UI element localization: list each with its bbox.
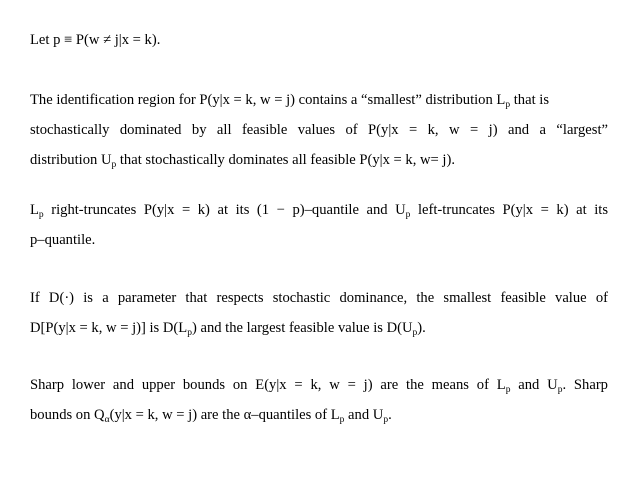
subscript: p [405,210,411,220]
text-line [30,376,608,394]
text-fragment: (y|x = k, w = j) are the α–quantiles of L [109,407,340,423]
text-line [30,31,160,49]
text-fragment: that stochastically dominates all feasible P(y|x = k, w= j). [116,152,455,168]
text-fragment: . [388,407,392,423]
text-run: stochastically dominated by all feasible values of P(y|x = k, w = j) and a “largest” [30,122,608,138]
text-line [30,289,608,307]
text-fragment: If D(·) is a parameter that respects stochastic dominance, the smallest feasible value of [30,290,608,306]
text-fragment: L [30,202,39,218]
text-run [30,91,549,109]
subscript: p [557,385,563,395]
text-fragment: p–quantile. [30,232,96,248]
text-line [30,151,455,169]
subscript: p [187,328,192,338]
subscript: p [339,415,345,425]
text-fragment: left-truncates P(y|x = k) at its [410,202,609,218]
subscript: p [412,328,418,338]
text-fragment: . Sharp [562,377,608,393]
text-line [30,406,392,424]
subscript: p [505,385,511,395]
text-line [30,201,608,219]
text-line [30,231,95,249]
subscript: p [383,415,389,425]
text-fragment: distribution U [30,152,112,168]
text-fragment: right-truncates P(y|x = k) at its (1 − p)–quantile and U [43,202,406,218]
text-run: Let p ≡ P(w ≠ j|x = k). [30,32,161,48]
subscript: p [38,210,44,220]
text-fragment: and U [510,377,558,393]
text-fragment: that is [510,92,550,108]
text-fragment: bounds on Q [30,407,105,423]
text-fragment: ). [417,320,426,336]
text-fragment: D[P(y|x = k, w = j)] is D(L [30,320,188,336]
text-line [30,319,426,337]
text-fragment: ) and the largest feasible value is D(U [191,320,413,336]
text-fragment: The identification region for P(y|x = k, w = j) contains a “smallest” distribution L [30,92,506,108]
text-fragment: Sharp lower and upper bounds on E(y|x = k, w = j) are the means of L [30,377,506,393]
subscript: α [104,415,110,425]
subscript: p [505,100,511,110]
text-fragment: and U [344,407,384,423]
subscript: p [111,160,117,170]
text-line [30,91,608,109]
text-line [30,121,608,139]
